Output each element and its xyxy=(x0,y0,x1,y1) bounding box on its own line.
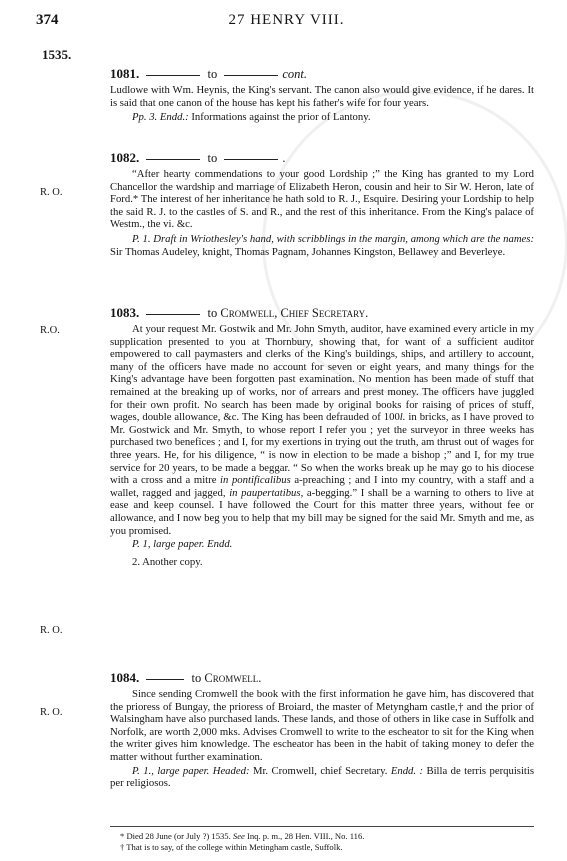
to-word: to xyxy=(207,67,218,81)
entry-1082 xyxy=(110,150,534,258)
entry-meta xyxy=(110,765,534,790)
entry-meta xyxy=(110,111,534,124)
text-part: At your request Mr. Gostwik and Mr. John Smyth, auditor, have examined every article in my supplication presented to you at Thornbury, showing that, for want of a sufficient auditor empowered to call paymasters and clerks of the King's buildings, ships, and artillery to account, many of the officers have made no account for seven or eight years, and many things for the King's advantage have been forgotten past examination. No mention has been made of stuff that remained at the breaking up of works, nor of arrears and prest money. The officers have juggled for their own profit. No search has been made by original books for raising of prices of stuff, wages, double allowance, &c. The King has been defrauded of 100 xyxy=(110,323,534,424)
rule-dash xyxy=(146,314,200,315)
footnote-text: Inq. p. m., 28 Hen. VIII., No. 116. xyxy=(244,831,365,841)
rule-dash xyxy=(224,159,278,160)
to-word: to xyxy=(191,671,202,685)
rule-dash xyxy=(146,679,184,680)
meta-text: Informations against the prior of Lantony. xyxy=(188,111,371,124)
entry-number: 1081. xyxy=(110,66,140,81)
year-heading: 1535. xyxy=(42,47,72,62)
recipient: Cromwell. xyxy=(204,671,262,685)
text-part: l. xyxy=(399,411,406,424)
running-header xyxy=(36,12,537,32)
text-part: a-preaching ; and I into my country, with a staff and a wallet, ragged and jagged, xyxy=(110,474,534,499)
rule-dash xyxy=(146,159,200,160)
entry-number: 1082. xyxy=(110,150,140,165)
to-word: to xyxy=(207,306,218,320)
entry-heading xyxy=(110,305,534,321)
entry-text: “After hearty commendations to your good Lordship ;” the King has granted to my Lord Chancellor the wardship and marriage of Elizabeth Heron, cousin and heir to Sir W. Heron, late of Ford.* The interest of her inheritance he hath sold to R. J., Esquire. Desiring your Lordship to help the said R. J. to the castles of S. and R., and the rest of this inheritance. From the King's palace of Westm., the vi. &c. xyxy=(110,168,534,231)
footnote: † That is to say, of the college within Metingham castle, Suffolk. xyxy=(120,842,343,852)
entry-text xyxy=(110,323,534,537)
meta-label: P. 1., large paper. Headed: xyxy=(132,764,250,777)
footnote-text: * Died 28 June (or July ?) 1535. xyxy=(120,831,233,841)
page-number: 374 xyxy=(36,12,59,28)
entry-text: Since sending Cromwell the book with the first information he gave him, has discovered that the prioress of Bungay, the prioress of Broiard, the master of Metyngham castle,† and the prior of Walsingham have also purchased lands. These lands, and those of others in like case in Suffolk and Norfolk, are worth 2,000 mks. Advises Cromwell to write to the escheator to sit for the King when the writer gives him knowledge. The escheator has been in the habit of taking money to defer the matter without further examination. xyxy=(110,688,534,763)
entry-meta xyxy=(110,233,534,258)
meta-text: Sir Thomas Audeley, knight, Thomas Pagnam, Johannes Kingston, Bellawey and Beverleye. xyxy=(110,245,506,258)
meta-text: Billa de terris perquisitis per religiosos. xyxy=(110,764,535,790)
meta-label: Endd. : xyxy=(390,764,424,777)
entry-heading: 1082. to . xyxy=(110,150,286,165)
meta-label: P. 1, large paper. Endd. xyxy=(132,538,233,551)
text-part: , a-begging.” I shall be a warning to others to live at ease and keep counsel. I have followed the Court for this matter three years, without fee or allowance, and I now beg you to help that my bill may be signed for the said Mr. Smyth and me, as you promised. xyxy=(110,486,534,537)
entry-text: Ludlowe with Wm. Heynis, the King's servant. The canon also would give evidence, if he dares. It is said that one canon of the house has kept his father's wife for four years. xyxy=(110,84,534,109)
meta-label: P. 1. Draft in Wriothesley's hand, with scribblings in the margin, among which are the names: xyxy=(132,232,534,245)
margin-note: R.O. xyxy=(40,325,60,336)
margin-note: R. O. xyxy=(40,707,63,718)
margin-note: R. O. xyxy=(40,187,63,198)
cont-label: cont. xyxy=(282,67,308,81)
meta-text: Mr. Cromwell, chief Secretary. xyxy=(249,764,391,777)
meta-label: Pp. 3. Endd.: xyxy=(132,111,189,124)
entry-number: 1084. xyxy=(110,670,140,685)
entry-number: 1083. xyxy=(110,305,140,320)
text-part: in paupertatibus xyxy=(229,486,301,499)
entry-heading xyxy=(110,670,534,686)
text-part: in bricks, as I have proved to Mr. Gostwick and Mr. Smyth, to whose report I refer you ; yet the surveyor in three weeks has purchased two benefices ; and I, for my exertions in trying out the truth, am thrust out of wages for three years. He, for his diligence, “ is now in election to be made a bishop ;” and I, for my true service for 20 years, to be made a beggar. “ So when the works break up he may go to his diocese with a cross and a mitre xyxy=(110,411,534,487)
entry-meta xyxy=(110,538,534,551)
rule-dash xyxy=(224,75,278,76)
entry-1083 xyxy=(110,305,534,568)
margin-note: R. O. xyxy=(40,625,63,636)
footnote xyxy=(120,831,534,841)
entry-heading xyxy=(110,66,534,82)
footnote-text: See xyxy=(232,831,245,841)
running-title: 27 HENRY VIII. xyxy=(228,12,345,28)
to-word: to xyxy=(207,151,218,165)
rule-dash xyxy=(146,75,200,76)
entry-text-copy: 2. Another copy. xyxy=(132,555,203,568)
footnote-rule xyxy=(110,826,534,827)
entry-1084 xyxy=(110,670,534,790)
recipient: Cromwell, Chief Secretary. xyxy=(220,306,369,320)
text-part: in pontificalibus xyxy=(220,474,291,487)
entry-1081 xyxy=(110,66,534,124)
